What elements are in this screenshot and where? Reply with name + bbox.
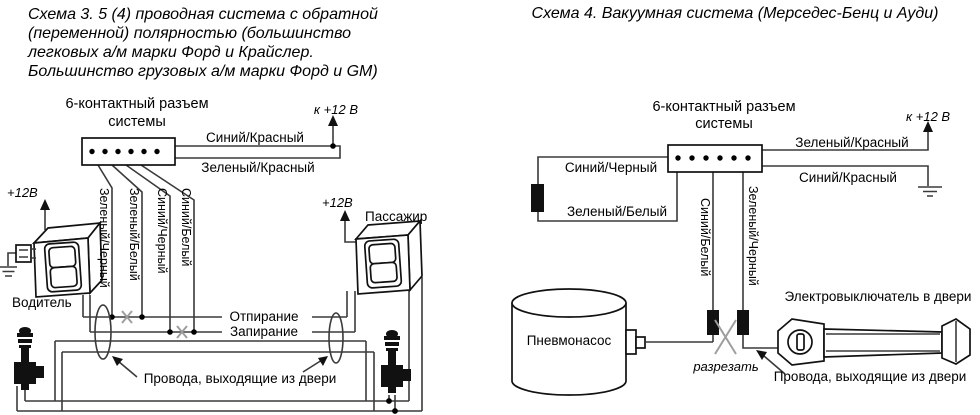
junction-dot bbox=[191, 329, 197, 335]
junction-dot bbox=[386, 398, 392, 404]
connector-pin-dot bbox=[154, 149, 159, 154]
connector-pin-dot bbox=[703, 155, 708, 160]
connector-pin-dot bbox=[745, 155, 750, 160]
to-12v-label: к +12 В bbox=[906, 109, 951, 124]
wire-label-green-red: Зеленый/Красный bbox=[201, 160, 315, 175]
connector-pin-dot bbox=[689, 155, 694, 160]
pointer-arrow-icon bbox=[303, 356, 328, 372]
lock-unlock-rails bbox=[83, 291, 355, 332]
door-wires-label: Провода, выходящие из двери bbox=[143, 371, 337, 386]
six-pin-connector bbox=[668, 145, 762, 172]
wire-label-blue-black: Синий/Черный bbox=[155, 188, 169, 274]
junction-dot bbox=[330, 143, 336, 149]
wire-label-blue-black: Синий/Черный bbox=[564, 160, 658, 175]
cut-mark-icon bbox=[715, 320, 736, 354]
connector-label: 6-контактный разъем bbox=[65, 96, 209, 112]
connector-label: системы bbox=[108, 114, 166, 130]
wire-label-green-black: Зеленый/Черный bbox=[97, 188, 111, 288]
wire-label-blue-red: Синий/Красный bbox=[799, 170, 897, 185]
door-handle-icon bbox=[778, 319, 970, 365]
cut-label: разрезать bbox=[693, 359, 759, 374]
splice-icon bbox=[737, 310, 749, 335]
connector-pin-dot bbox=[717, 155, 722, 160]
junction-dot bbox=[139, 314, 145, 320]
passenger-label: Пассажир bbox=[365, 209, 428, 224]
pump-label: Пневмонасос bbox=[526, 333, 612, 348]
unlock-label: Отпирание bbox=[229, 309, 299, 324]
schema3-title-line: легковых а/м марки Форд и Крайслер. bbox=[28, 44, 314, 61]
ground-icon bbox=[0, 267, 17, 276]
connector-pin-dot bbox=[128, 149, 133, 154]
schema3-title-line: Схема 3. 5 (4) проводная система с обратной bbox=[28, 6, 378, 23]
six-pin-connector bbox=[82, 138, 175, 165]
schema4-diagram bbox=[490, 0, 980, 415]
junction-dot bbox=[392, 408, 398, 414]
connector-label: 6-контактный разъем bbox=[652, 99, 796, 115]
lock-label: Запирание bbox=[229, 324, 299, 339]
connector-pin-dot bbox=[141, 149, 146, 154]
to-12v-label: к +12 В bbox=[313, 102, 358, 117]
ground-icon bbox=[918, 187, 942, 196]
door-bus-wires bbox=[17, 277, 422, 414]
schema3-title-line: (переменной) полярностью (большинство bbox=[28, 25, 351, 42]
connector-pin-dot bbox=[731, 155, 736, 160]
door-switch-label: Электровыключатель в двери bbox=[784, 289, 972, 304]
connector-pin-dot bbox=[89, 149, 94, 154]
plus12v-label: +12В bbox=[322, 195, 353, 210]
connector-pin-dot bbox=[115, 149, 120, 154]
schema3-title-line: Большинство грузовых а/м марки Форд и GM) bbox=[28, 63, 378, 80]
wire-label-green-black: Зеленый/Черный bbox=[746, 186, 760, 286]
connector-pin-dot bbox=[675, 155, 680, 160]
wire-label-green-white: Зеленый/Белый bbox=[566, 204, 668, 219]
actuator-icon bbox=[14, 327, 44, 390]
actuator-icon bbox=[381, 330, 411, 393]
door-wires-label: Провода, выходящие из двери bbox=[773, 369, 967, 384]
wire-label-green-red: Зеленый/Красный bbox=[795, 135, 909, 150]
wire-label-blue-red: Синий/Красный bbox=[206, 130, 304, 145]
up-arrow-icon bbox=[40, 199, 50, 210]
wire-label-green-white: Зеленый/Белый bbox=[127, 188, 141, 281]
door-grommet-icon bbox=[329, 313, 343, 363]
splice-icon bbox=[531, 184, 544, 212]
pointer-arrow-icon bbox=[112, 356, 137, 377]
connector-pin-dot bbox=[102, 149, 107, 154]
junction-dot bbox=[167, 329, 173, 335]
schema4-title: Схема 4. Вакуумная система (Мерседес-Бенц и Ауди) bbox=[531, 5, 939, 22]
plus12v-label: +12В bbox=[7, 185, 38, 200]
driver-switch-icon bbox=[0, 199, 102, 297]
wire-label-blue-white: Синий/Белый bbox=[179, 188, 193, 267]
connector-label: системы bbox=[695, 116, 753, 132]
driver-label: Водитель bbox=[12, 295, 72, 310]
wire-label-blue-white: Синий/Белый bbox=[698, 198, 712, 277]
up-arrow-icon bbox=[340, 210, 350, 221]
